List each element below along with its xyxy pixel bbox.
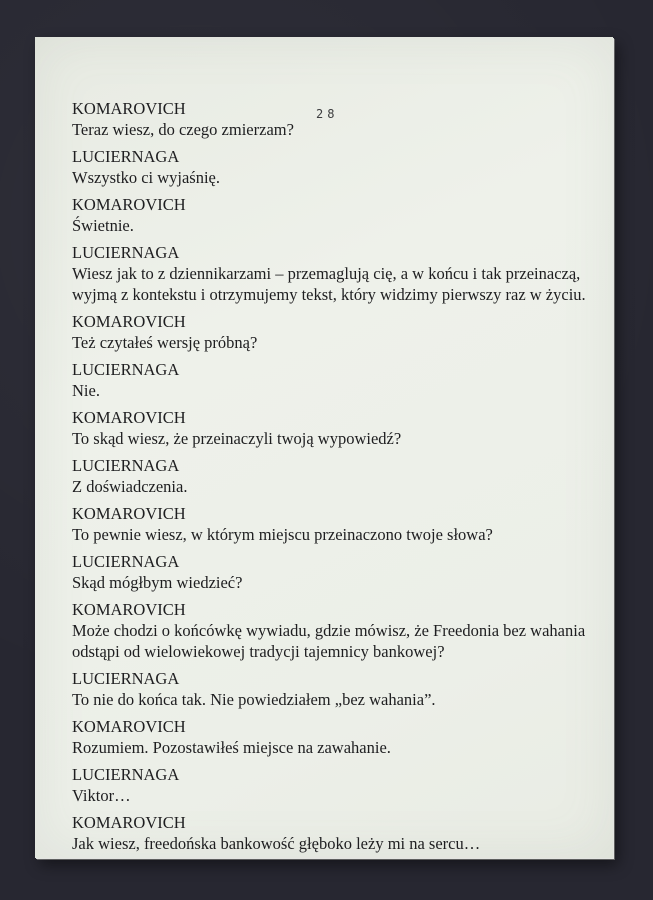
dialogue-line: Teraz wiesz, do czego zmierzam? bbox=[72, 120, 294, 139]
dialogue-block bbox=[72, 716, 595, 758]
dialogue-line: Viktor… bbox=[72, 786, 131, 805]
dialogue-line: wyjmą z kontekstu i otrzymujemy tekst, który widzimy pierwszy raz w życiu. bbox=[72, 285, 586, 304]
speaker-name: KOMAROVICH bbox=[72, 600, 186, 619]
speaker-name: KOMAROVICH bbox=[72, 312, 186, 331]
dialogue-block bbox=[72, 599, 595, 662]
speaker-name: LUCIERNAGA bbox=[72, 147, 180, 166]
document-page bbox=[35, 37, 613, 858]
dialogue-block bbox=[72, 668, 595, 710]
dialogue-block bbox=[72, 503, 595, 545]
speaker-name: LUCIERNAGA bbox=[72, 552, 180, 571]
dialogue-block bbox=[72, 764, 595, 806]
dialogue-line: Wiesz jak to z dziennikarzami – przemaglują cię, a w końcu i tak przeinaczą, bbox=[72, 264, 581, 283]
speaker-name: KOMAROVICH bbox=[72, 99, 186, 118]
speaker-name: LUCIERNAGA bbox=[72, 669, 180, 688]
dialogue-line: odstąpi od wielowiekowej tradycji tajemnicy bankowej? bbox=[72, 642, 445, 661]
dialogue-block bbox=[72, 551, 595, 593]
dialogue-block bbox=[72, 194, 595, 236]
dialogue-block bbox=[72, 359, 595, 401]
dialogue-block bbox=[72, 812, 595, 854]
speaker-name: LUCIERNAGA bbox=[72, 243, 180, 262]
speaker-name: KOMAROVICH bbox=[72, 408, 186, 427]
dialogue-block bbox=[72, 242, 595, 305]
script-content bbox=[72, 98, 595, 860]
dialogue-line: Jak wiesz, freedońska bankowość głęboko leży mi na sercu… bbox=[72, 834, 481, 853]
page-number: 28 bbox=[316, 107, 339, 121]
dialogue-line: Wszystko ci wyjaśnię. bbox=[72, 168, 221, 187]
dialogue-line: To nie do końca tak. Nie powiedziałem „bez wahania”. bbox=[72, 690, 436, 709]
speaker-name: LUCIERNAGA bbox=[72, 456, 180, 475]
dialogue-block bbox=[72, 146, 595, 188]
dialogue-line: Świetnie. bbox=[72, 216, 134, 235]
dialogue-line: Też czytałeś wersję próbną? bbox=[72, 333, 258, 352]
dialogue-line: Nie. bbox=[72, 381, 100, 400]
speaker-name: KOMAROVICH bbox=[72, 195, 186, 214]
speaker-name: KOMAROVICH bbox=[72, 717, 186, 736]
dialogue-line: To pewnie wiesz, w którym miejscu przeinaczono twoje słowa? bbox=[72, 525, 493, 544]
dialogue-line: Z doświadczenia. bbox=[72, 477, 188, 496]
speaker-name: LUCIERNAGA bbox=[72, 360, 180, 379]
dialogue-line: Może chodzi o końcówkę wywiadu, gdzie mówisz, że Freedonia bez wahania bbox=[72, 621, 586, 640]
dialogue-block bbox=[72, 98, 595, 140]
dialogue-line: Skąd mógłbym wiedzieć? bbox=[72, 573, 243, 592]
dialogue-line: Rozumiem. Pozostawiłeś miejsce na zawahanie. bbox=[72, 738, 391, 757]
speaker-name: LUCIERNAGA bbox=[72, 765, 180, 784]
speaker-name: KOMAROVICH bbox=[72, 504, 186, 523]
speaker-name: KOMAROVICH bbox=[72, 813, 186, 832]
dialogue-line: To skąd wiesz, że przeinaczyli twoją wypowiedź? bbox=[72, 429, 402, 448]
dialogue-block bbox=[72, 407, 595, 449]
dialogue-block bbox=[72, 455, 595, 497]
dialogue-block bbox=[72, 311, 595, 353]
